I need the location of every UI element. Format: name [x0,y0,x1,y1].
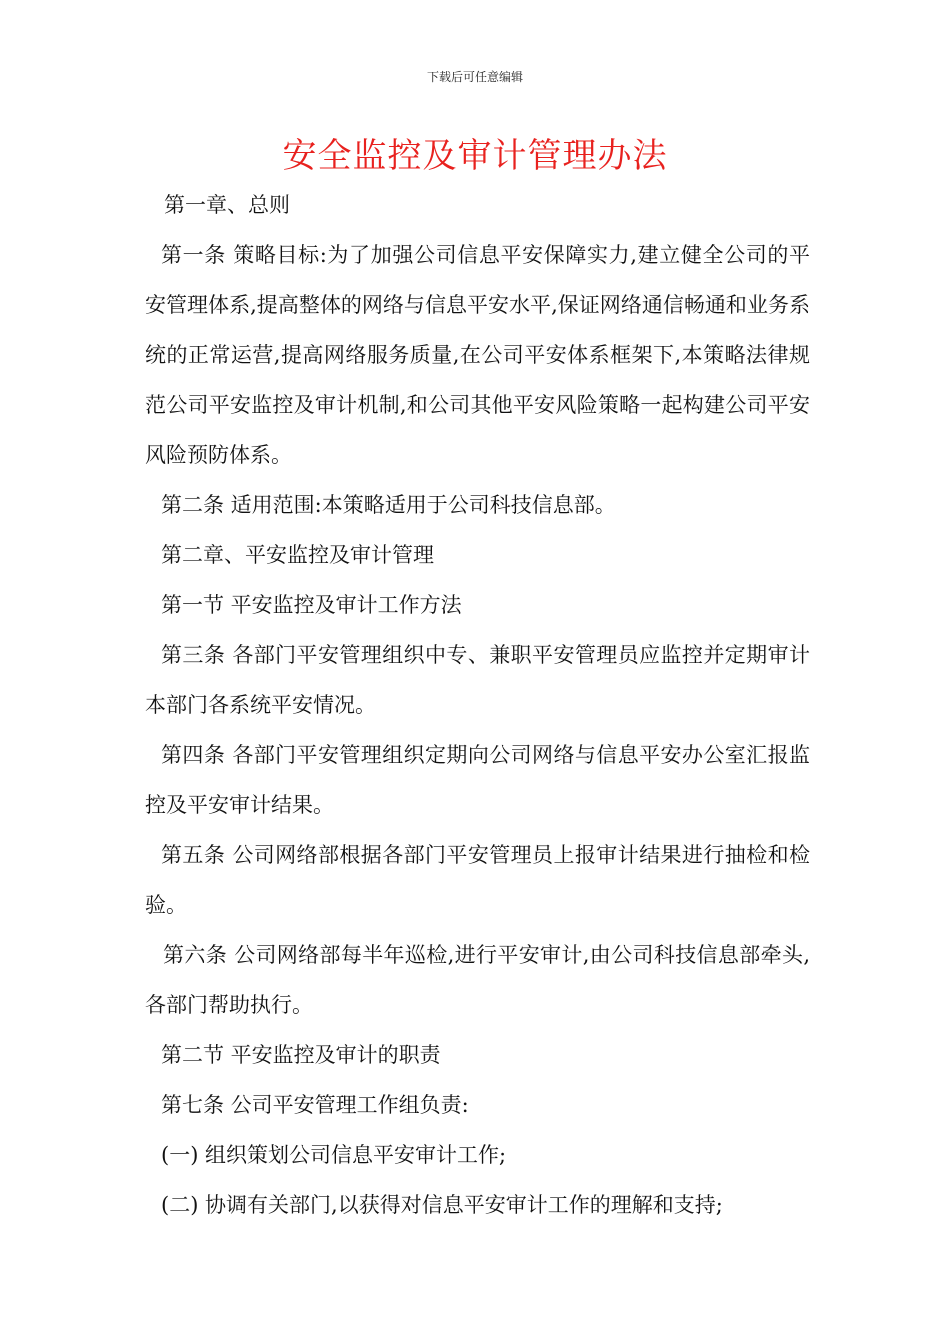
document-body [145,180,810,1230]
article-paragraph: 第五条 公司网络部根据各部门平安管理员上报审计结果进行抽检和检验。 [145,843,810,917]
article-paragraph: 第四条 各部门平安管理组织定期向公司网络与信息平安办公室汇报监控及平安审计结果。 [145,743,810,817]
chapter-heading: 第二章、平安监控及审计管理 [161,543,434,567]
list-item: (二) 协调有关部门,以获得对信息平安审计工作的理解和支持; [161,1193,723,1217]
section-heading: 第二节 平安监控及审计的职责 [161,1043,441,1067]
article-paragraph: 第三条 各部门平安管理组织中专、兼职平安管理员应监控并定期审计 本部门各系统平安情况。 [145,643,810,717]
section-heading: 第一节 平安监控及审计工作方法 [161,593,462,617]
list-item: (一) 组织策划公司信息平安审计工作; [161,1143,507,1167]
article-paragraph: 第一条 策略目标:为了加强公司信息平安保障实力,建立健全公司的平安管理体系,提高整体的网络与信息平安水平,保证网络通信畅通和业务系统的正常运营,提高网络服务质量,在公司平安体系框架下,本策略法律规范公司平安监控及审计机制,和公司其他平安风险策略一起构建公司平安风险预防体系。 [145,243,810,467]
chapter-heading: 第一章、总则 [164,193,290,217]
document-title: 安全监控及审计管理办法 [282,136,668,176]
header-note: 下载后可任意编辑 [426,70,523,84]
article-paragraph: 第七条 公司平安管理工作组负责: [161,1093,469,1117]
article-paragraph: 第二条 适用范围:本策略适用于公司科技信息部。 [161,493,616,517]
article-paragraph: 第六条 公司网络部每半年巡检,进行平安审计,由公司科技信息部牵头,各部门帮助执行。 [145,943,810,1017]
